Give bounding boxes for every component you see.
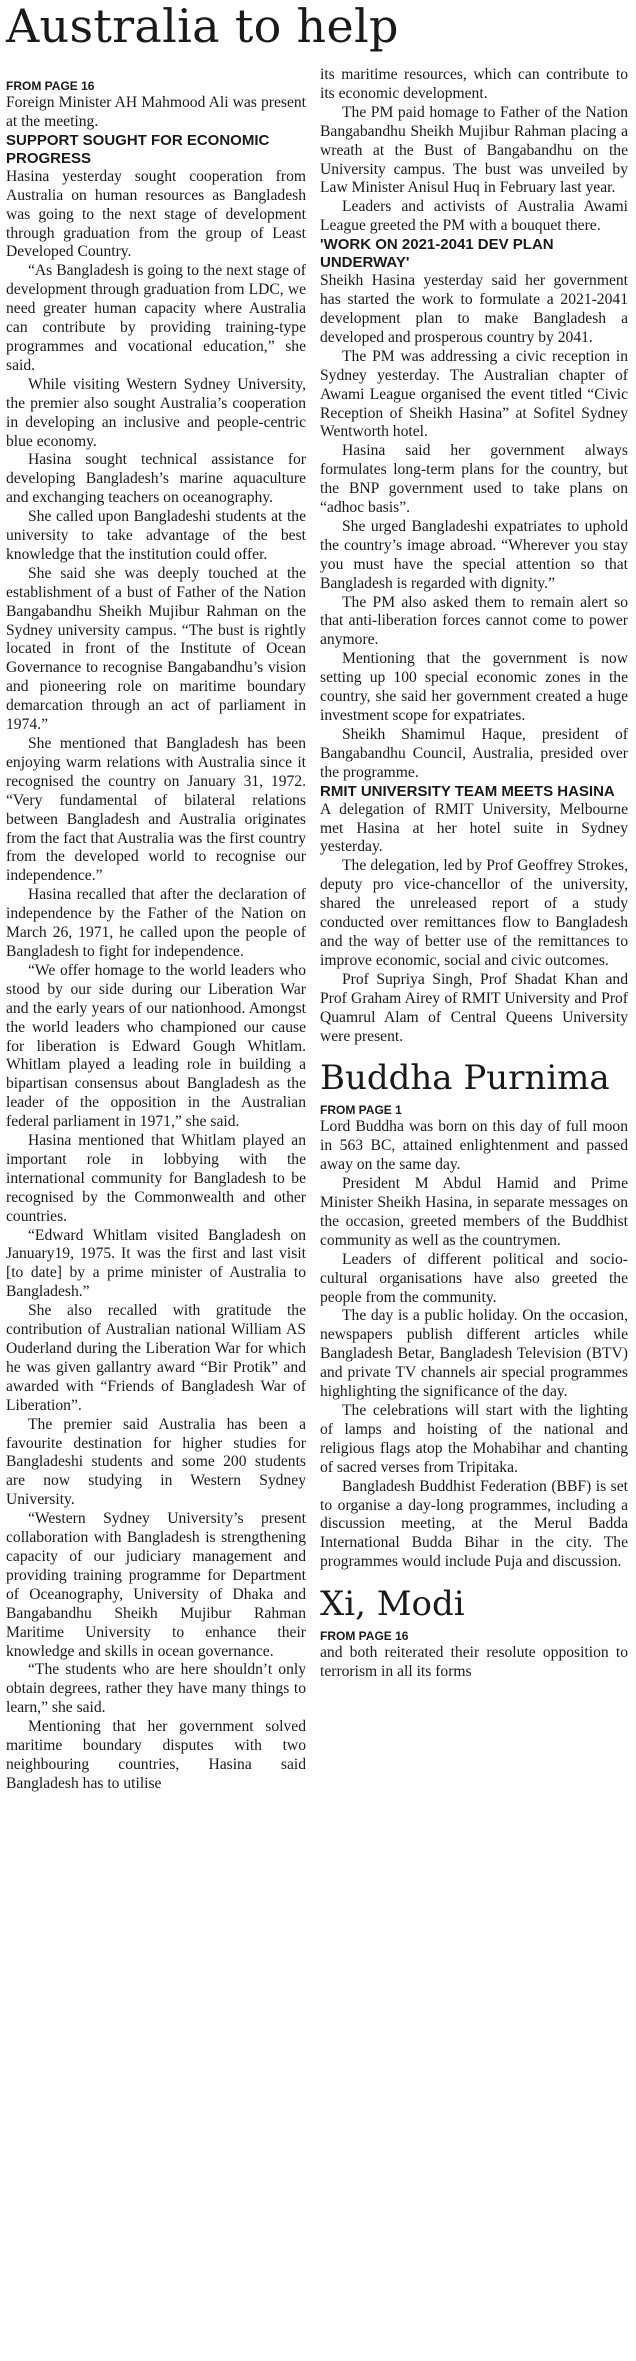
article-paragraph: Lord Buddha was born on this day of full moon in 563 BC, attained enlightenment and passed away on the same day. — [320, 1118, 628, 1174]
article-paragraph: Bangladesh Buddhist Federation (BBF) is set to organise a day-long programmes, including a discussion meeting, at the Merul Badda International Budda Bihar in the city. The programmes would include Puja and discussion. — [320, 1477, 628, 1571]
buddha-headline: Buddha Purnima — [320, 1058, 610, 1099]
article-paragraph: Sheikh Hasina yesterday said her government has started the work to formulate a 2021-2041 development plan to make Bangladesh a developed and prosperous country by 2041. — [320, 272, 628, 346]
article-paragraph: Leaders of different political and socio-cultural organisations have also greeted the people from the community. — [320, 1250, 628, 1306]
article-paragraph: Mentioning that the government is now setting up 100 special economic zones in the country, she said her government created a huge investment scope for expatriates. — [320, 650, 628, 724]
article-paragraph: She also recalled with gratitude the contribution of Australian national William AS Ouderland during the Liberation War for which he was given gallantry award “Bir Protik” and awarded with “Friends of Bangladesh War of Liberation”. — [6, 1302, 306, 1414]
article-paragraph: Hasina recalled that after the declaration of independence by the Father of the Nation on March 26, 1971, he called upon the people of Bangladesh to fight for independence. — [6, 886, 306, 960]
left-column-body — [6, 94, 306, 1794]
buddha-jump-line: FROM PAGE 1 — [320, 1103, 402, 1118]
article-paragraph: The delegation, led by Prof Geoffrey Strokes, deputy pro vice-chancellor of the university, shared the unreleased report of a study conducted over remittances flow to Bangladesh and the way of better use of the remittances to improve economic, social and civic outcomes. — [320, 857, 628, 969]
article-paragraph: “Western Sydney University’s present collaboration with Bangladesh is strengthening capacity of our judiciary management and providing training programme for Department of Oceanography, University of Dhaka and Bangabandhu Sheikh Mujibur Rahman Maritime University to enhance their knowledge and skills in ocean governance. — [6, 1510, 306, 1660]
article-paragraph: Hasina mentioned that Whitlam played an important role in lobbying with the international community for Bangladesh to be recognised by the Commonwealth and other countries. — [6, 1132, 306, 1225]
article-paragraph: Prof Supriya Singh, Prof Shadat Khan and Prof Graham Airey of RMIT University and Prof Quamrul Alam of Central Queens University were present. — [320, 970, 628, 1045]
article-paragraph: President M Abdul Hamid and Prime Minister Sheikh Hasina, in separate messages on the occasion, greeted members of the Buddhist community as well as the countrymen. — [320, 1175, 628, 1249]
article-paragraph: its maritime resources, which can contribute to its economic development. — [320, 66, 628, 102]
article-paragraph: While visiting Western Sydney University, the premier also sought Australia’s cooperation in developing an inclusive and people-centric blue economy. — [6, 375, 306, 450]
article-paragraph: The PM was addressing a civic reception in Sydney yesterday. The Australian chapter of Awami League organised the event titled “Civic Reception of Sheikh Hasina” at Sofitel Sydney Wentworth hotel. — [320, 347, 628, 441]
jump-line: FROM PAGE 16 — [6, 79, 95, 93]
article-paragraph: “We offer homage to the world leaders who stood by our side during our Liberation War and the early years of our nationhood. Amongst the world leaders who championed our cause for liberation is Edward Gough Whitlam. Whitlam played a leading role in building a bipartisan consensus about Bangladesh as the leader of the opposition in the Australian federal parliament in 1971,” she said. — [6, 961, 306, 1131]
article-paragraph: “As Bangladesh is going to the next stage of development through graduation from LDC, we need greater human capacity where Australia can contribute by providing training-type programmes and vocational education,” she said. — [6, 262, 306, 374]
article-paragraph: “The students who are here shouldn’t only obtain degrees, rather they have many things to learn,” she said. — [6, 1661, 306, 1717]
buddha-body — [320, 1118, 628, 1572]
main-headline: Australia to help — [6, 0, 399, 53]
article-paragraph: Hasina sought technical assistance for developing Bangladesh’s marine aquaculture and exchanging teachers on oceanography. — [6, 451, 306, 507]
left-column — [6, 72, 306, 1794]
article-paragraph: A delegation of RMIT University, Melbourne met Hasina at her hotel suite in Sydney yesterday. — [320, 800, 628, 856]
article-paragraph: Hasina yesterday sought cooperation from Australia on human resources as Bangladesh was going to the next stage of development through graduation from the group of Least Developed Country. — [6, 167, 306, 261]
right-column — [320, 66, 628, 1682]
article-paragraph: The celebrations will start with the lighting of lamps and hoisting of the national and religious flags atop the Mohabihar and chanting of sacred verses from Tripitaka. — [320, 1402, 628, 1476]
subheading: 'WORK ON 2021-2041 DEV PLAN UNDERWAY' — [320, 236, 554, 272]
article-paragraph: Sheikh Shamimul Haque, president of Bangabandhu Council, Australia, presided over the programme. — [320, 725, 628, 781]
article-paragraph: The PM also asked them to remain alert so that anti-liberation forces cannot come to power anymore. — [320, 593, 628, 649]
article-paragraph: She mentioned that Bangladesh has been enjoying warm relations with Australia since it recognised the country on January 31, 1972. “Very fundamental of bilateral relations between Bangladesh and Australia originates from the fact that Australia was the first country from the developed world to recognise our independence.” — [6, 735, 306, 885]
article-paragraph: and both reiterated their resolute opposition to terrorism in all its forms — [320, 1644, 628, 1681]
right-column-body — [320, 66, 628, 1046]
article-paragraph: Hasina said her government always formulates long-term plans for the country, but the BNP government used to take plans on “adhoc basis”. — [320, 442, 628, 517]
article-paragraph: She called upon Bangladeshi students at the university to take advantage of the best knowledge that the institution could offer. — [6, 508, 306, 563]
article-paragraph: The day is a public holiday. On the occasion, newspapers publish different articles while Bangladesh Betar, Bangladesh Television (BTV) and private TV channels air special programmes highlighting the significance of the day. — [320, 1307, 628, 1401]
article-paragraph: The premier said Australia has been a favourite destination for higher studies for Bangladeshi students and some 200 students are now studying in Western Sydney University. — [6, 1415, 306, 1509]
subheading: SUPPORT SOUGHT FOR ECONOMIC PROGRESS — [6, 131, 270, 167]
article-paragraph: She urged Bangladeshi expatriates to uphold the country’s image abroad. “Wherever you stay you must have the special attention so that Bangladesh is regarded with dignity.” — [320, 517, 628, 592]
article-paragraph: “Edward Whitlam visited Bangladesh on January19, 1975. It was the first and last visit [to date] by a prime minister of Australia to Bangladesh.” — [6, 1226, 306, 1301]
article-paragraph: She said she was deeply touched at the establishment of a bust of Father of the Nation Bangabandhu Sheikh Mujibur Rahman on the Sydney university campus. “The bust is rightly located in front of the Institute of Ocean Governance to recognise Bangabandhu’s vision and pioneering role on maritime boundary demarcation through an act of parliament in 1974.” — [6, 564, 306, 734]
xi-jump-line: FROM PAGE 16 — [320, 1629, 409, 1644]
xi-headline: Xi, Modi — [320, 1584, 465, 1625]
article-paragraph: The PM paid homage to Father of the Nation Bangabandhu Sheikh Mujibur Rahman placing a wreath at the Bust of Bangabandhu on the University campus. The bust was unveiled by Law Minister Anisul Huq in February last year. — [320, 103, 628, 197]
xi-body — [320, 1644, 628, 1682]
subheading: RMIT UNIVERSITY TEAM MEETS HASINA — [320, 782, 615, 800]
article-paragraph: Foreign Minister AH Mahmood Ali was present at the meeting. — [6, 94, 306, 130]
article-paragraph: Leaders and activists of Australia Awami League greeted the PM with a bouquet there. — [320, 198, 628, 235]
article-paragraph: Mentioning that her government solved maritime boundary disputes with two neighbouring countries, Hasina said Bangladesh has to utilise — [6, 1718, 306, 1792]
